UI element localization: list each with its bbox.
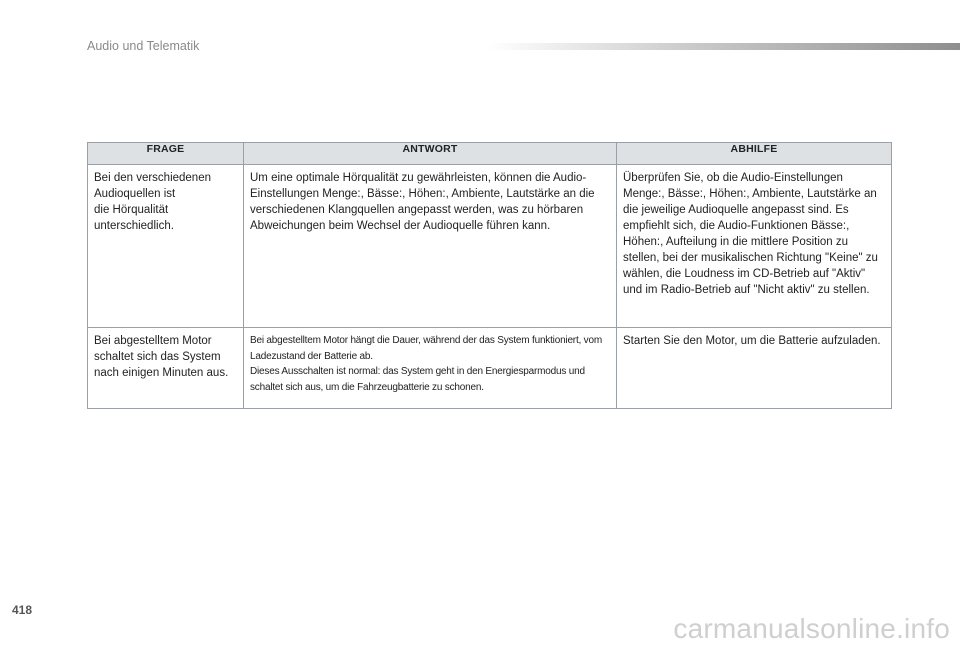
page-number: 418 <box>12 603 33 617</box>
section-title: Audio und Telematik <box>87 39 200 53</box>
column-header-frage: FRAGE <box>88 143 244 165</box>
cell-frage <box>88 165 244 328</box>
table-row <box>88 328 892 409</box>
table-header-row <box>88 143 892 165</box>
cell-text: Starten Sie den Motor, um die Batterie aufzuladen. <box>623 335 881 347</box>
cell-text: Um eine optimale Hörqualität zu gewährleisten, können die Audio-Einstellungen Menge:, Bässe:, Höhen:, Ambiente, Lautstärke an die verschiedenen Klangquellen angepasst werden, was zu hörbaren Abweichungen beim Wechsel der Audioquelle führen kann. <box>250 172 595 232</box>
faq-table <box>87 142 892 409</box>
column-header-abhilfe: ABHILFE <box>617 143 892 165</box>
cell-antwort <box>244 165 617 328</box>
cell-text: Überprüfen Sie, ob die Audio-Einstellungen Menge:, Bässe:, Höhen:, Ambiente, Lautstärke an die jeweilige Audioquelle angepasst sind. Es empfiehlt sich, die Audio-Funktionen Bässe:, Höhen:, Aufteilung in die mittlere Position zu stellen, bei der musikalischen Richtung "Keine" zu wählen, die Loudness im CD-Betrieb auf "Aktiv" und im Radio-Betrieb auf "Nicht aktiv" zu stellen. <box>623 172 878 296</box>
cell-text: Bei abgestelltem Motor schaltet sich das System nach einigen Minuten aus. <box>94 335 229 379</box>
cell-abhilfe <box>617 165 892 328</box>
header-gradient-bar <box>488 43 960 50</box>
cell-text: Bei abgestelltem Motor hängt die Dauer, während der das System funktioniert, vom Ladezustand der Batterie ab. Dieses Ausschalten ist normal: das System geht in den Energiesparmodus und schaltet sich aus, um die Fahrzeugbatterie zu schonen. <box>250 335 602 393</box>
table-row <box>88 165 892 328</box>
cell-text: Bei den verschiedenen Audioquellen ist die Hörqualität unterschiedlich. <box>94 172 211 232</box>
cell-frage <box>88 328 244 409</box>
cell-abhilfe <box>617 328 892 409</box>
cell-antwort <box>244 328 617 409</box>
column-header-antwort: ANTWORT <box>244 143 617 165</box>
watermark: carmanualsonline.info <box>673 613 950 644</box>
